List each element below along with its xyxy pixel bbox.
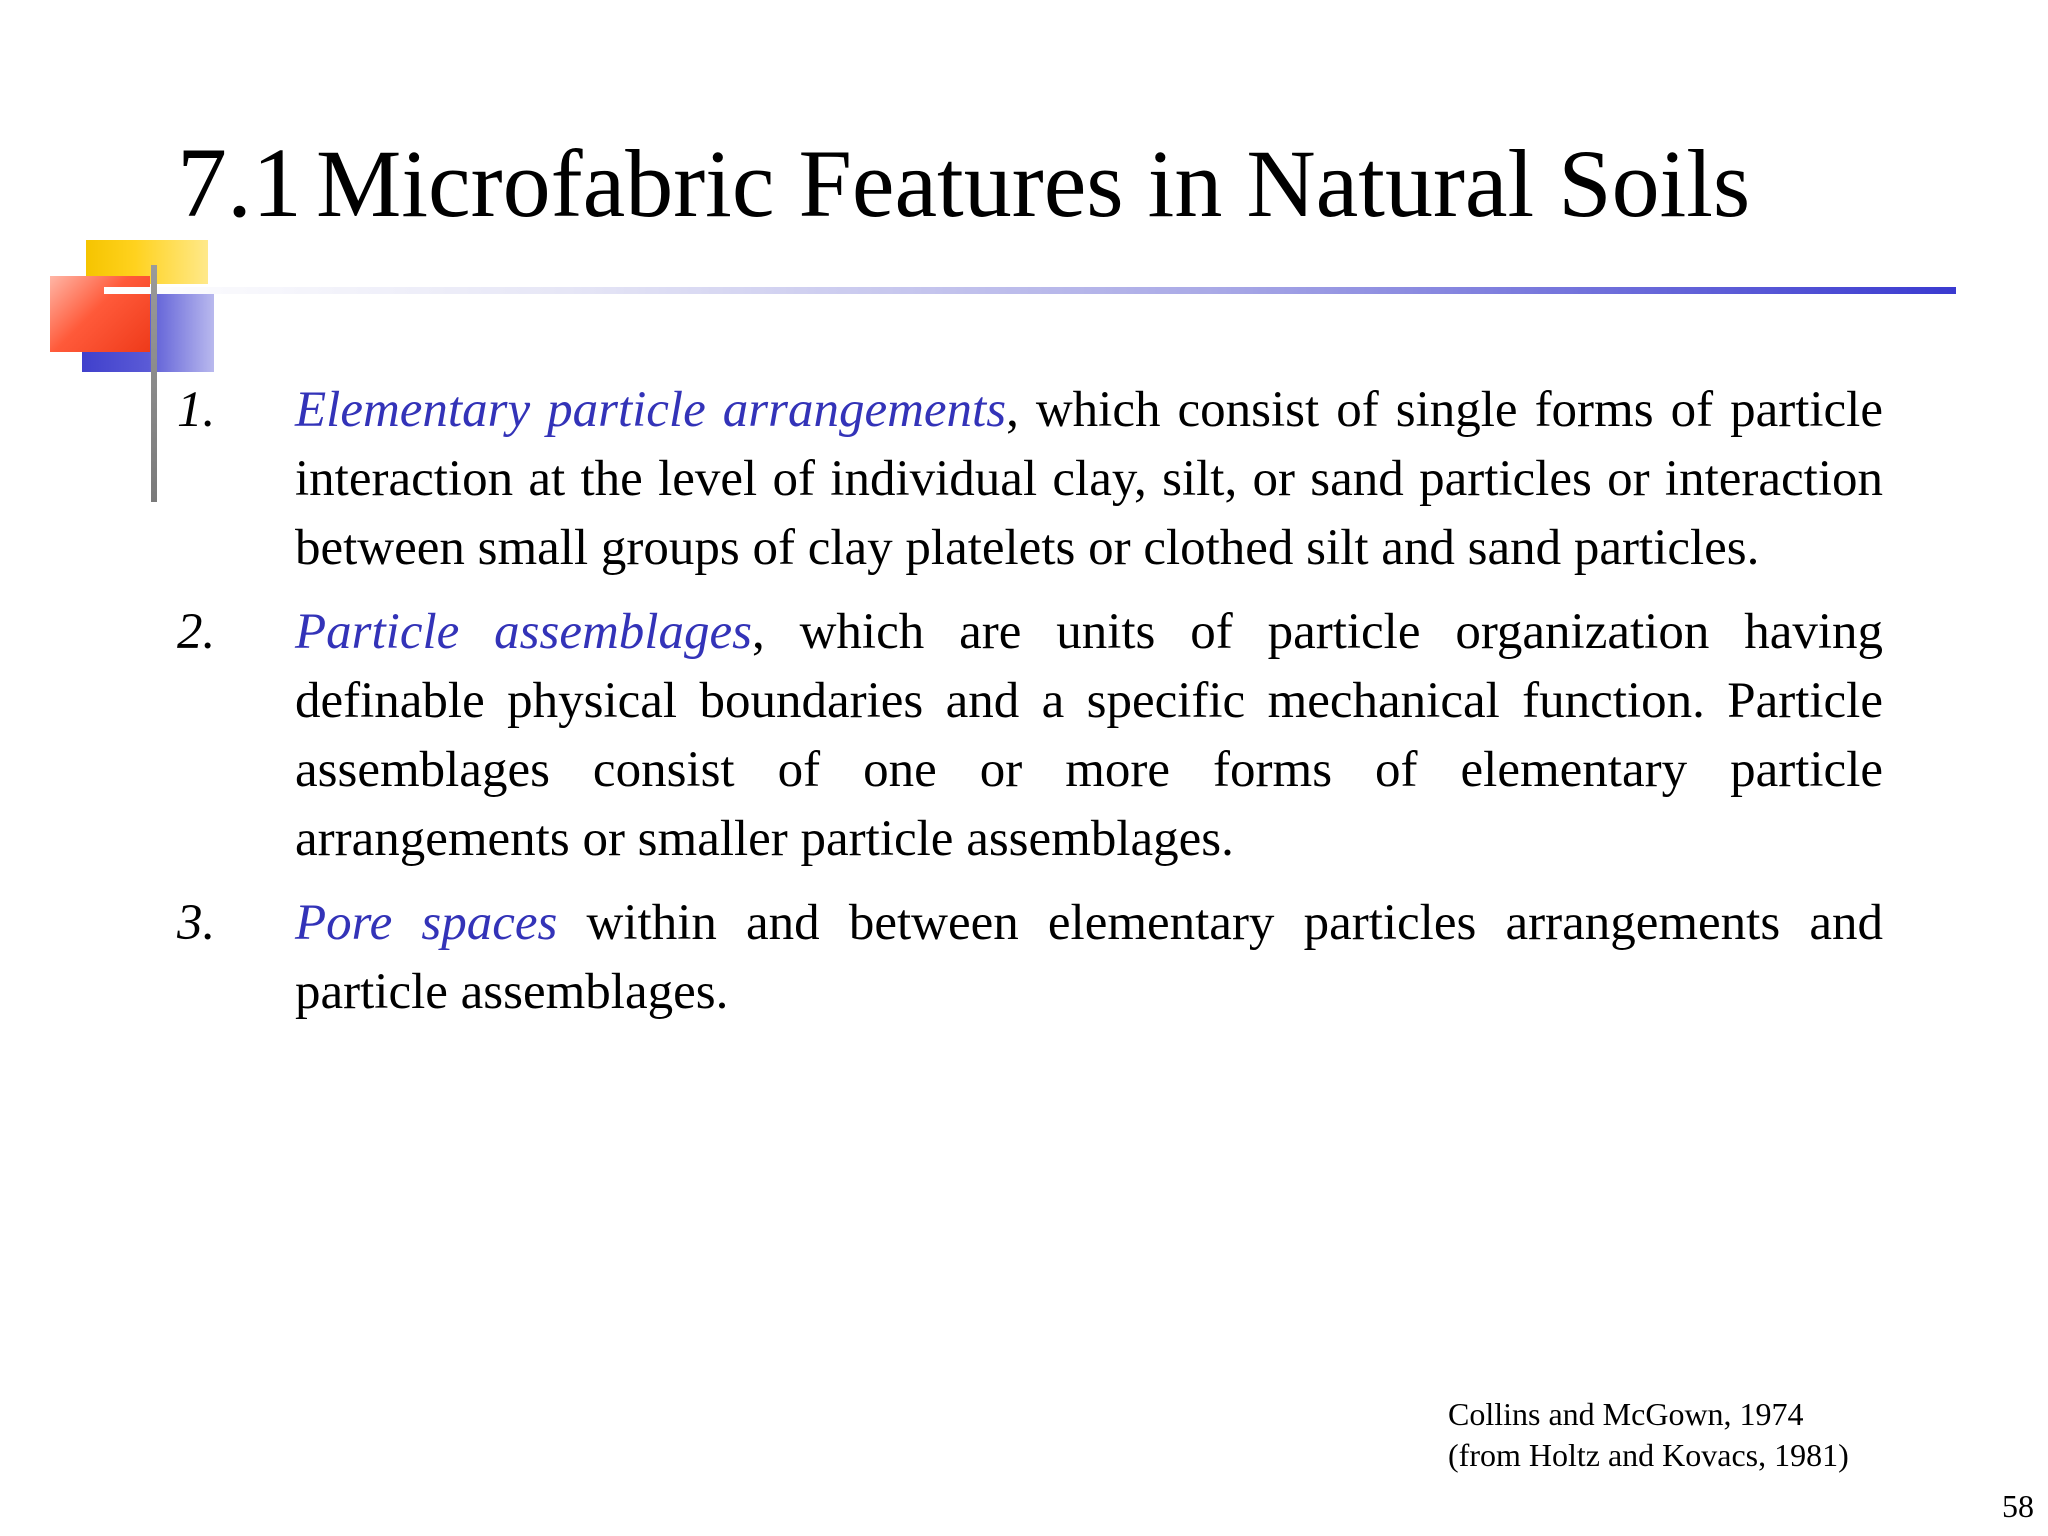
page-number: 58	[2002, 1488, 2034, 1524]
list-item	[177, 598, 1883, 874]
list-item-text: , which consist of single forms of particle interaction at the level of individual clay, silt, or sand particles or interaction between small groups of clay platelets or clothed silt and sand particles.	[295, 382, 1883, 576]
deco-vertical-bar	[151, 265, 157, 502]
title-text: Microfabric Features in Natural Soils	[316, 130, 1751, 237]
citation	[1448, 1394, 1849, 1476]
list-item	[177, 376, 1883, 583]
list-item-text: within and between elementary particles arrangements and particle assemblages.	[295, 895, 1883, 1020]
list-item	[177, 889, 1883, 1027]
title-number: 7.1	[177, 127, 302, 238]
list-item-term: Elementary particle arrangements	[295, 382, 1007, 438]
slide-title	[177, 128, 1750, 238]
list-item-term: Pore spaces	[295, 895, 558, 951]
list-item-body	[295, 598, 1883, 874]
list-item-marker: 3.	[177, 895, 216, 951]
citation-line-1: Collins and McGown, 1974	[1448, 1396, 1804, 1432]
title-underline-rule	[104, 287, 1956, 294]
citation-line-2: (from Holtz and Kovacs, 1981)	[1448, 1437, 1849, 1473]
list-item-body	[295, 376, 1883, 583]
list-item-marker: 2.	[177, 604, 216, 660]
list-item-marker: 1.	[177, 382, 216, 438]
numbered-list	[177, 376, 1883, 1042]
list-item-body	[295, 889, 1883, 1027]
list-item-text: , which are units of particle organization having definable physical boundaries and a specific mechanical function. Particle assemblages consist of one or more forms of elementary particle arrangements or smaller particle assemblages.	[295, 604, 1883, 867]
list-item-term: Particle assemblages	[295, 604, 752, 660]
